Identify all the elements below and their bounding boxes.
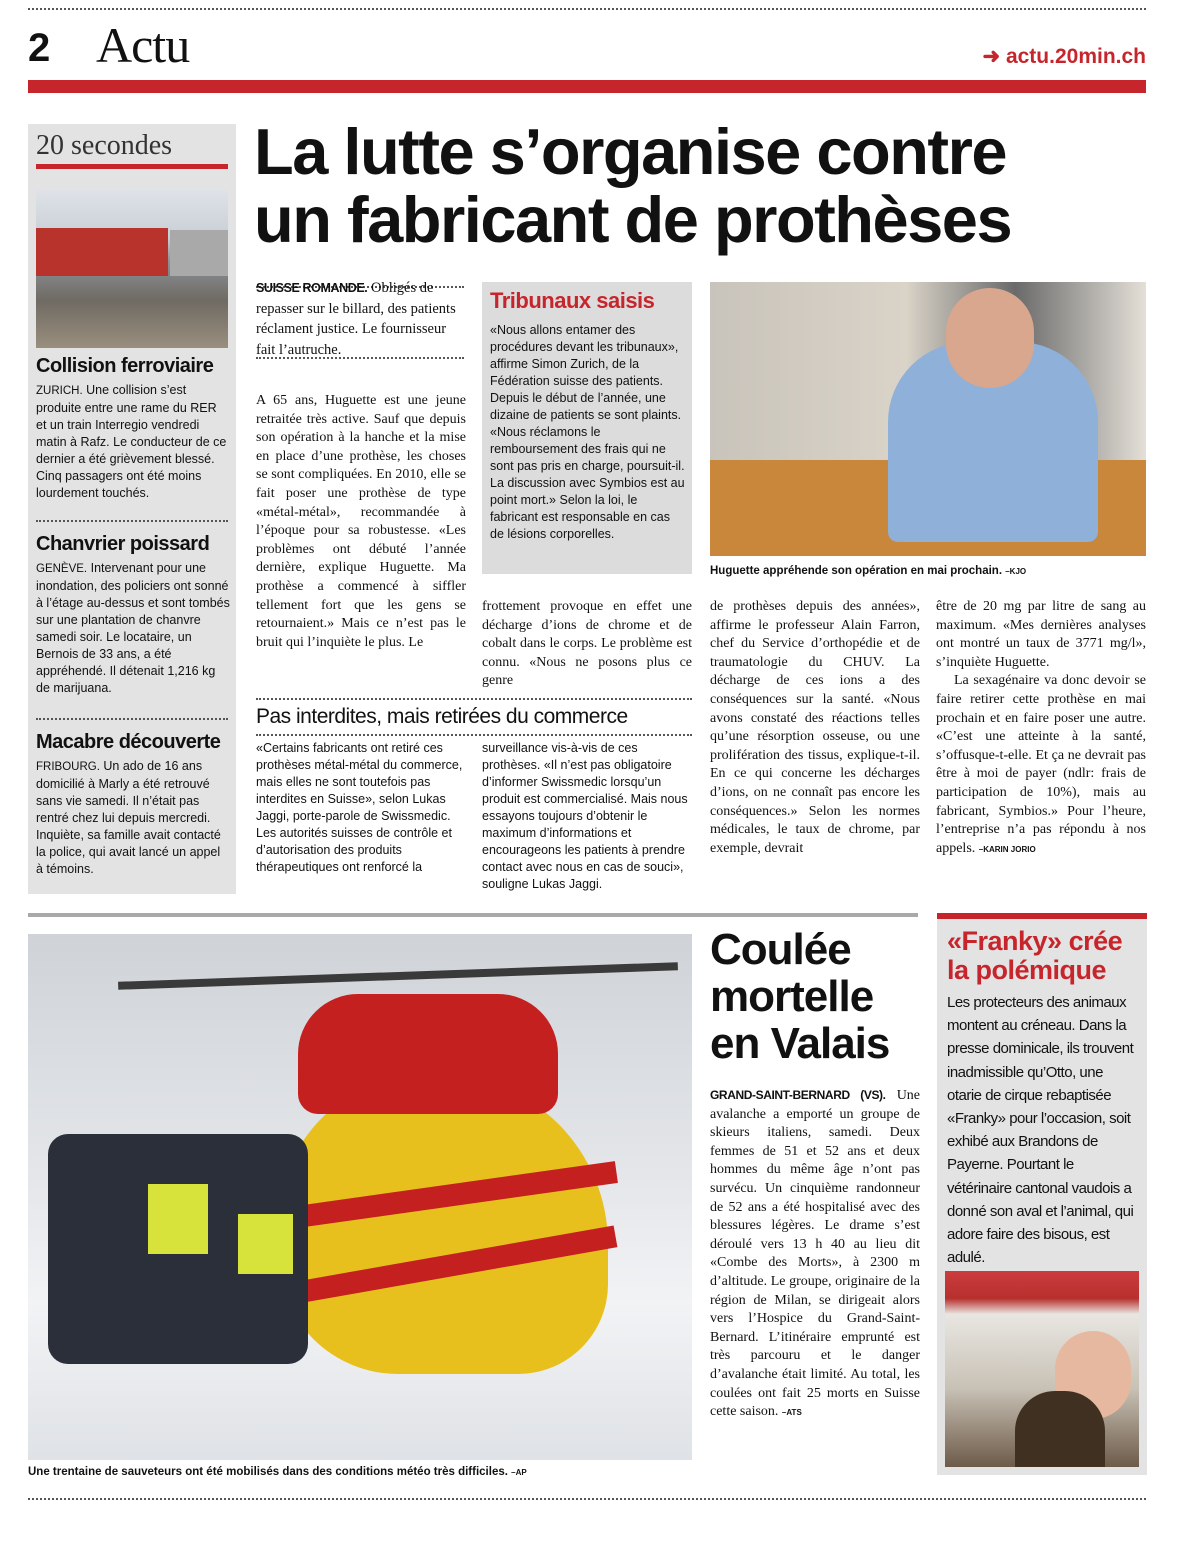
- sidebar: [28, 124, 236, 894]
- brief-text: [36, 758, 230, 878]
- lead-dateline: SUISSE ROMANDE.: [256, 281, 368, 295]
- box-title: Tribunaux saisis: [490, 288, 655, 313]
- section-title: Actu: [96, 17, 190, 73]
- caption-credit: –AP: [511, 1468, 527, 1477]
- rescuer-vest: [148, 1184, 208, 1254]
- sea-lion: [1015, 1391, 1105, 1467]
- subsection-column-2: surveillance vis-à-vis de ces prothèses. «Il n’est pas obligatoire d’informer Swissmedic lorsqu’un produit est commercialisé. Mais nous essayons toujours d’obtenir le maximum d’informations et encourageons les patients à prendre contact avec nous en cas de souci», souligne Lukas Jaggi.: [482, 741, 688, 891]
- site-link[interactable]: ➜ actu.20min.ch: [982, 45, 1146, 68]
- train-photo: [36, 190, 228, 348]
- caption-text: Huguette appréhende son opération en mai prochain.: [710, 565, 1003, 577]
- helicopter-caption: [28, 1465, 692, 1480]
- article-column-4-para-1: être de 20 mg par litre de sang au maximum. «Mes dernières analyses ont montré un taux de 3771 mg/l», s’inquiète Huguette.: [936, 599, 1146, 670]
- brief-headline: Collision ferroviaire: [36, 355, 214, 377]
- lead-text: Obligés de repasser sur le billard, des patients réclament justice. Le fournisseur fait l’autruche.: [256, 280, 456, 358]
- article-column-1: A 65 ans, Huguette est une jeune retraitée très active. Sauf que depuis son opération à la hanche et la mise en place d’une prothèse, les choses se sont compliquées. En 2010, elle se fait poser une prothèse de type «métal-métal», recommandée à l’époque pour sa robustesse. «Les problèmes ont débuté l’année dernière, explique Huguette. Ma prothèse a commencé à siffler tellement fort que les gens se retournaient.» Mais ce n’est pas le bruit qui l’inquiète le plus. Le: [256, 393, 466, 650]
- section-divider: [28, 913, 918, 917]
- huguette-photo: [710, 282, 1146, 556]
- brief-body: Intervenant pour une inondation, des policiers ont sonné à l’étage au-dessus et sont tombés sur une plantation de chanvre samedi soir. Le locataire, un Bernois de 33 ans, a été appréhendé. Il détenait 1,216 kg de marijuana.: [36, 561, 230, 695]
- lead: [256, 278, 466, 360]
- page-number: 2: [28, 26, 51, 70]
- avalanche-headline: [710, 926, 889, 1067]
- byline: –KARIN JORIO: [978, 844, 1036, 854]
- top-dotted-rule: [28, 8, 1146, 10]
- brief-text: [36, 382, 230, 502]
- article-column-3: de prothèses depuis des années», affirme le professeur Alain Farron, chef du Service d’orthopédie et de traumatologie du CHUV. La décharge de ces ions a des conséquences sur la santé. «Nous avons constaté des réactions telles qu’une résorption osseuse, ou une prolifération des tissus, explique-t-il. En ce qui concerne les décharges d’ions, on ne connaît pas encore les conséquences.» Selon les normes médicales, le taux de chrome, par exemple, devrait: [710, 599, 920, 856]
- helicopter-body: [278, 1074, 608, 1374]
- tribunaux-box: [482, 282, 692, 574]
- rotor-blade: [118, 962, 678, 990]
- brief-text: [36, 560, 230, 697]
- brief-divider: [36, 718, 228, 720]
- brief-body: Un ado de 16 ans domicilié à Marly a été retrouvé sans vie samedi. Il n’était pas rentré chez lui depuis mercredi. Inquiète, sa famille avait contacté la police, qui avait lancé un appel à témoins.: [36, 759, 221, 876]
- caption-text: Une trentaine de sauveteurs ont été mobilisés dans des conditions météo très difficiles.: [28, 1466, 508, 1478]
- article-column-4-para-2: La sexagénaire va donc devoir se faire retirer cette prothèse en mai prochain et en faire poser une autre. «C’est une atteinte à la santé, s’offusque-t-elle. Et ça ne devrait pas être à moi de payer (ndlr: frais de participation de 10%), mais au fabricant, Symbios.» Pour l’heure, l’entreprise n’a pas répondu à nos appels.: [936, 673, 1146, 856]
- train-car: [36, 228, 168, 276]
- brief-headline: Chanvrier poissard: [36, 533, 210, 555]
- franky-text: Les protecteurs des animaux montent au créneau. Dans la presse dominicale, ils trouvent inadmissible qu’Otto, une otarie de cirque rebaptisée «Franky» pour l’occasion, soit exhibé aux Brandons de Payerne. Pourtant le vétérinaire cantonal vaudois a donné son aval et l’animal, qui adore faire des bisous, est adulé.: [947, 994, 1134, 1267]
- caption-credit: –KJO: [1005, 567, 1027, 576]
- sidebar-title: 20 secondes: [36, 130, 173, 161]
- box-text: «Nous allons entamer des procédures devant les tribunaux», affirme Simon Zurich, de la Fédération suisse des patients. Depuis le début de l’année, une dizaine de patients se sont plaints. «Nous réclamons le remboursement des frais qui ne sont pas pris en charge, poursuit-il. La discussion avec Symbios est au point mort.» Selon la loi, le fabricant est responsable en cas de lésions corporelles.: [490, 323, 685, 541]
- avalanche-byline: –ATS: [781, 1408, 802, 1418]
- main-headline-line-2: un fabricant de prothèses: [254, 183, 1012, 256]
- huguette-caption: [710, 564, 1150, 579]
- article-column-2: frottement provoque en effet une décharge d’ions de chrome et de cobalt dans le corps. Le problème est connu. «Nous ne posons plus ce genre: [482, 599, 692, 689]
- person-face: [946, 288, 1034, 388]
- bottom-dotted-rule: [28, 1498, 1146, 1500]
- franky-photo: [945, 1271, 1139, 1467]
- helicopter-top: [298, 994, 558, 1114]
- subsection-rule-bottom: [256, 734, 692, 736]
- subsection-column-1: «Certains fabricants ont retiré ces prothèses métal-métal du commerce, mais elles ne sont toutefois pas interdites en Suisse», selon Lukas Jaggi, porte-parole de Swissmedic. Les autorités suisses de contrôle et d’autorisation des produits thérapeutiques ont renforcé la: [256, 741, 463, 874]
- brief-body: Une collision s’est produite entre une rame du RER et un train Interregio vendredi matin à Rafz. Le conducteur de ce dernier a été grièvement blessé. Cinq passagers ont été moins lourdement touchés.: [36, 383, 227, 500]
- brief-dateline: GENÈVE.: [36, 563, 88, 575]
- brief-1: [36, 354, 230, 502]
- avalanche-text: [710, 1086, 920, 1423]
- franky-headline-line-1: «Franky» crée: [947, 926, 1123, 956]
- brief-divider: [36, 520, 228, 522]
- avalanche-body: Une avalanche a emporté un groupe de skieurs italiens, samedi. Deux femmes de 51 et 52 ans et deux hommes du même âge n’ont pas survécu. Un cinquième randonneur de 52 ans a été hospitalisé avec des blessures légères. Le drame s’est déroulé vers 13 h 40 au lieu dit «Combe des Morts», à 2300 m d’altitude. Le groupe, originaire de la région de Milan, se dirigeait alors vers l’Hospice du Grand-Saint-Bernard. L’itinéraire emprunté est très parcouru et le danger d’avalanche était limité. Au total, les coulées ont fait 25 morts en Suisse cette saison.: [710, 1088, 921, 1420]
- helicopter-photo: [28, 934, 692, 1460]
- franky-headline-line-2: la polémique: [947, 955, 1107, 985]
- header-bar: [28, 80, 1146, 93]
- brief-headline: Macabre découverte: [36, 731, 221, 753]
- brief-dateline: FRIBOURG.: [36, 761, 100, 773]
- brief-dateline: ZURICH.: [36, 385, 83, 397]
- franky-headline: [947, 927, 1122, 985]
- avalanche-headline-line-1: Coulée: [710, 925, 851, 974]
- subsection-rule-top: [256, 698, 692, 700]
- train-car-2: [170, 230, 228, 276]
- sidebar-title-rule: [36, 164, 228, 169]
- franky-box: [937, 919, 1147, 1475]
- avalanche-dateline: GRAND-SAINT-BERNARD (VS).: [710, 1088, 886, 1102]
- brief-2: [36, 532, 230, 697]
- rescuer-vest: [238, 1214, 293, 1274]
- avalanche-headline-line-2: mortelle: [710, 972, 874, 1021]
- subsection-title: Pas interdites, mais retirées du commerce: [256, 705, 628, 728]
- main-headline: [254, 115, 1154, 256]
- avalanche-headline-line-3: en Valais: [710, 1019, 890, 1068]
- article-column-4: [936, 598, 1146, 859]
- main-headline-line-1: La lutte s’organise contre: [254, 115, 1007, 188]
- brief-3: [36, 730, 230, 878]
- lead-rule-bottom: [256, 357, 464, 359]
